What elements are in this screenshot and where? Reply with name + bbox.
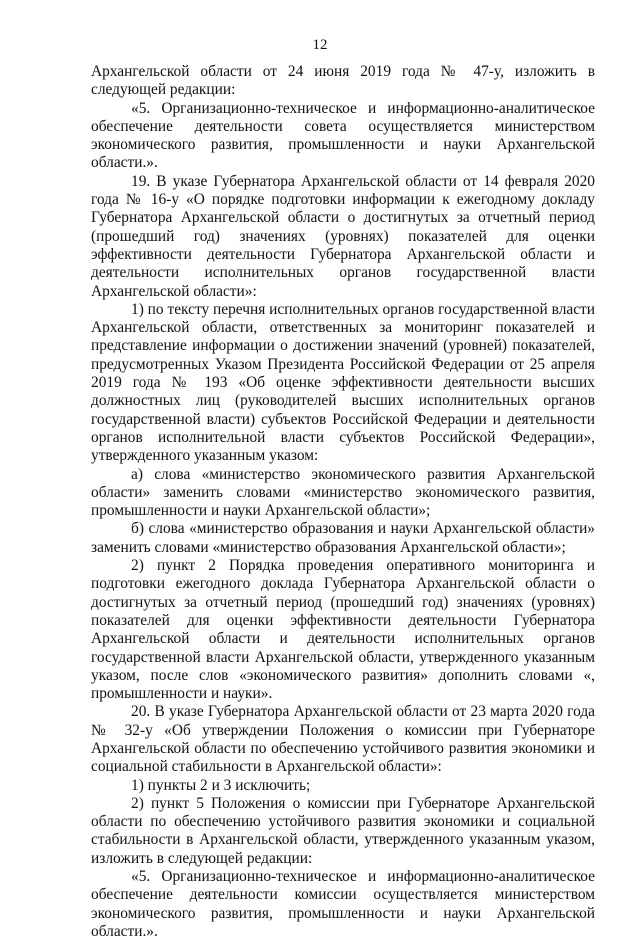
paragraph-3: 19. В указе Губернатора Архангельской области от 14 февраля 2020 года № 16-у «О порядке подготовки информации к ежегодному докладу Губернатора Архангельской области о достигнутых за отчетный период (прошедший год) значениях (уровнях) показателей для оценки эффективности деятельности Губернатора Архангельской области и деятельности исполнительных органов государственной власти Архангельской области»: — [91, 172, 595, 300]
paragraph-5: а) слова «министерство экономического развития Архангельской области» заменить словами «министерство экономического развития, промышленности и науки Архангельской области»; — [91, 465, 595, 520]
paragraph-6: б) слова «министерство образования и науки Архангельской области» заменить словами «министерство образования Архангельской области»; — [91, 520, 595, 556]
paragraph-11: «5. Организационно-техническое и информационно-аналитическое обеспечение деятельности комиссии осуществляется министерством экономического развития, промышленности и науки Архангельской области.». — [91, 868, 595, 940]
paragraph-9: 1) пункты 2 и 3 исключить; — [131, 776, 311, 794]
paragraph-2: «5. Организационно-техническое и информационно-аналитическое обеспечение деятельности совета осуществляется министерством экономического развития, промышленности и науки Архангельской области.». — [91, 99, 595, 172]
paragraph-7: 2) пункт 2 Порядка проведения оперативного мониторинга и подготовки ежегодного доклада Губернатора Архангельской области о достигнутых за отчетный период (прошедший год) значениях (уровнях) показателей для оценки эффективности деятельности Губернатора Архангельской области и деятельности исполнительных органов государственной власти Архангельской области, утвержденного указанным указом, после слов «экономического развития» дополнить словами «, промышленности и науки». — [91, 557, 595, 703]
page-number: 12 — [312, 37, 328, 53]
document-body — [91, 63, 595, 941]
paragraph-1: Архангельской области от 24 июня 2019 года № 47-у, изложить в следующей редакции: — [91, 63, 595, 99]
paragraph-10: 2) пункт 5 Положения о комиссии при Губернаторе Архангельской области по обеспечению устойчивого развития экономики и социальной стабильности в Архангельской области, утвержденного указанным указом, изложить в следующей редакции: — [91, 794, 595, 867]
paragraph-4: 1) по тексту перечня исполнительных органов государственной власти Архангельской области, ответственных за мониторинг показателей и представление информации о достижении значений (уровней) показателей, предусмотренных Указом Президента Российской Федерации от 25 апреля 2019 года № 193 «Об оценке эффективности деятельности высших должностных лиц (руководителей высших исполнительных органов государственной власти) субъектов Российской Федерации и деятельности органов исполнительной власти субъектов Российской Федерации», утвержденного указанным указом: — [91, 300, 595, 465]
paragraph-8: 20. В указе Губернатора Архангельской области от 23 марта 2020 года № 32-у «Об утверждении Положения о комиссии при Губернаторе Архангельской области по обеспечению устойчивого развития экономики и социальной стабильности в Архангельской области»: — [91, 703, 595, 776]
